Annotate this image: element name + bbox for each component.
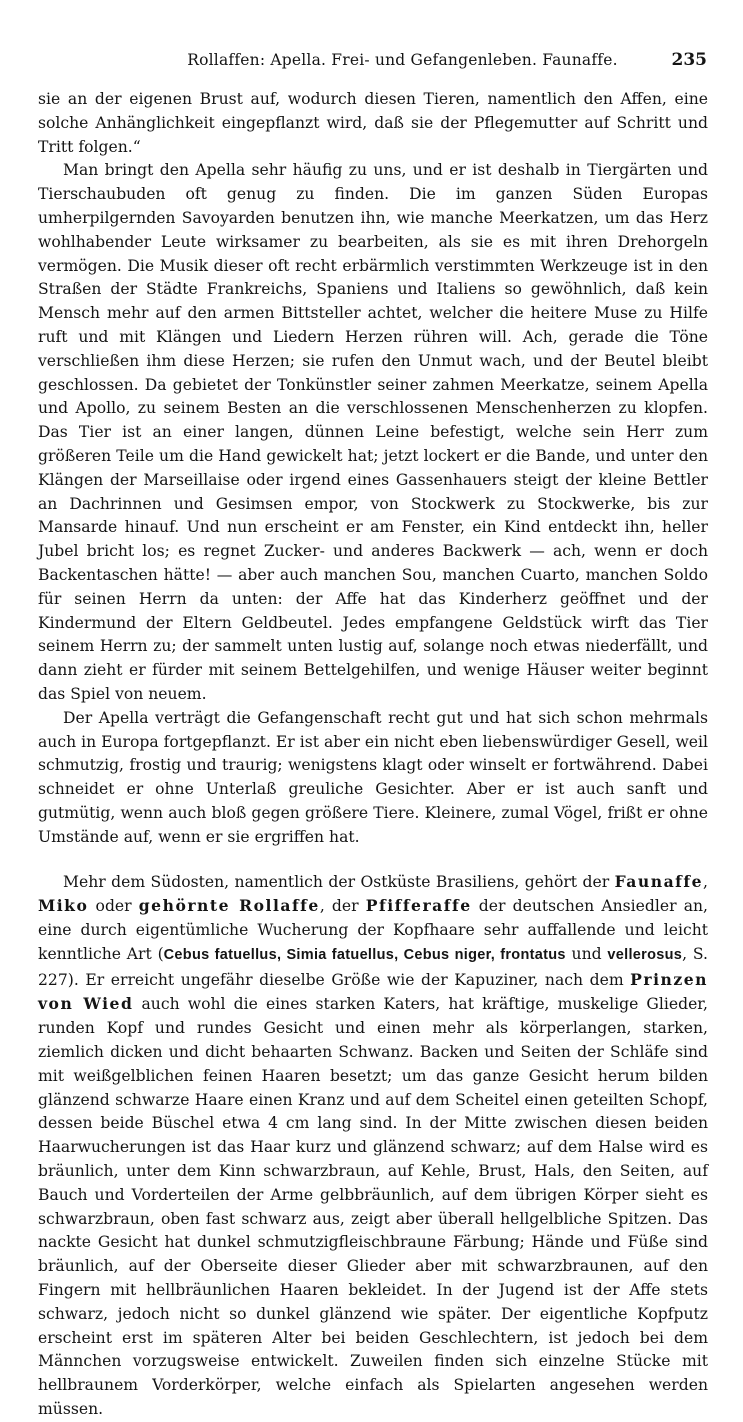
- species-name-faunaffe: Faunaffe: [614, 871, 704, 891]
- text-run: auch wohl die eines starken Katers, hat kräftige, muskelige Glieder, runden Kopf und rundes Gesicht und einen mehr als körperlangen, starken, ziemlich dicken und dicht behaarten Schwanz. Backen und Seiten der Schläfe sind mit weißgelblichen feinen Haaren besetzt; um das ganze Gesicht herum bilden glänzend schwarze Haare einen Kranz und auf dem Scheitel einen geteilten Schopf, dessen beide Büschel etwa 4 cm lang sind. In der Mitte zwischen diesen beiden Haarwucherungen ist das Haar kurz und glänzend schwarz; auf dem Halse wird es bräunlich, unter dem Kinn schwarzbraun, auf Kehle, Brust, Hals, den Seiten, auf Bauch und Vorderteilen der Arme gelbbräunlich, auf dem übrigen Körper sieht es schwarzbraun, oben fast schwarz aus, zeigt aber überall hellgelbliche Spitzen. Das nackte Gesicht hat dunkel schmutzigfleischbraune Färbung; Hände und Füße sind bräunlich, auf der Oberseite dieser Glieder aber mit schwarzbraunen, auf den Fingern mit hellbräunlichen Haaren bekleidet. In der Jugend ist der Affe stets schwarz, jedoch nicht so dunkel glänzend wie später. Der eigentliche Kopfputz erscheint erst im späteren Alter bei beiden Geschlechtern, ist jedoch bei dem Männchen vorzugsweise entwickelt. Zuweilen finden sich einzelne Stücke mit hellbraunem Vorderkörper, welche einfach als Spielarten angesehen werden müssen.: [38, 995, 709, 1419]
- latin-names: Cebus fatuellus, Simia fatuellus, Cebus niger, frontatus: [163, 946, 566, 963]
- body-text: [38, 88, 708, 1422]
- paragraph-captivity: Der Apella verträgt die Gefangenschaft recht gut und hat sich schon mehrmals auch in Europa fortgepflanzt. Er ist aber ein nicht eben liebenswürdiger Gesell, weil schmutzig, frostig und traurig; wenigstens klagt oder winselt er fortwährend. Dabei schneidet er ohne Unterlaß greuliche Gesichter. Aber er ist auch sanft und gutmütig, wenn auch bloß gegen größere Tiere. Kleinere, zumal Vögel, frißt er ohne Umstände auf, wenn er sie ergriffen hat.: [38, 708, 708, 846]
- running-title: Rollaffen: Apella. Frei- und Gefangenleben. Faunaffe.: [187, 51, 618, 69]
- paragraph-continuation: sie an der eigenen Brust auf, wodurch diesen Tieren, namentlich den Affen, eine solche Anhänglichkeit eingepflanzt wird, daß sie der Pflegemutter auf Schritt und Tritt folgen.“: [38, 90, 708, 156]
- running-header: [38, 50, 707, 70]
- species-name-pfifferaffe: Pfifferaffe: [365, 896, 472, 916]
- paragraph-faunaffe: [38, 870, 708, 1422]
- text-run: der deutschen Ansiedler an, eine durch eigentümliche Wucherung der Kopfhaare sehr auffallende und leicht kenntliche Art (: [38, 897, 708, 963]
- paragraph-street-musicians: Man bringt den Apella sehr häufig zu uns, und er ist deshalb in Tiergärten und Tierschaubuden oft genug zu finden. Die im ganzen Süden Europas umherpilgernden Savoyarden benutzen ihn, wie manche Meerkatzen, um das Herz wohlhabender Leute wirksamer zu bearbeiten, als sie es mit ihren Drehorgeln vermögen. Die Musik dieser oft recht erbärmlich verstimmten Werkzeuge ist in den Straßen der Städte Frankreichs, Spaniens und Italiens so gewöhnlich, daß kein Mensch mehr auf den armen Bittsteller achtet, welcher die heitere Muse zu Hilfe ruft und mit Klängen und Liedern Herzen rühren will. Ach, gerade die Töne verschließen ihm diese Herzen; sie rufen den Unmut wach, und der Beutel bleibt geschlossen. Da gebietet der Tonkünstler seiner zahmen Meerkatze, seinem Apella und Apollo, zu seinem Besten an die verschlossenen Menschenherzen zu klopfen. Das Tier ist an einer langen, dünnen Leine befestigt, welche sein Herr zum größeren Teile um die Hand gewickelt hat; jetzt lockert er die Bande, und unter den Klängen der Marseillaise oder irgend eines Gassenhauers steigt der kleine Bettler an Dachrinnen und Gesimsen empor, von Stockwerk zu Stockwerke, bis zur Mansarde hinauf. Und nun erscheint er am Fenster, ein Kind entdeckt ihn, heller Jubel bricht los; es regnet Zucker- und anderes Backwerk — ach, wenn er doch Backentaschen hätte! — aber auch manchen Sou, manchen Cuarto, manchen Soldo für seinen Herrn da unten: der Affe hat das Kinderherz geöffnet und der Kindermund der Eltern Geldbeutel. Jedes empfangene Geldstück wirft das Tier seinem Herrn zu; der sammelt unten lustig auf, solange noch etwas niederfällt, und dann zieht er fürder mit seinem Bettelgehilfen, und wenige Häuser weiter beginnt das Spiel von neuem.: [38, 161, 708, 703]
- text-run: ,: [703, 872, 708, 891]
- latin-name-vellerosus: vellerosus: [607, 946, 683, 963]
- text-run: oder: [88, 897, 139, 916]
- species-name-gehoernte-rollaffe: gehörnte Rollaffe: [138, 896, 320, 916]
- text-run: Mehr dem Südosten, namentlich der Ostküste Brasiliens, gehört der: [63, 872, 615, 891]
- page-number: 235: [671, 50, 707, 70]
- text-run: und: [565, 944, 608, 963]
- species-name-miko: Miko: [38, 896, 89, 916]
- person-name-prinz-von-wied: Prinzen von Wied: [38, 969, 708, 1014]
- text-run: , der: [319, 897, 366, 916]
- text-run: , S. 227). Er erreicht ungefähr dieselbe Größe wie der Kapuziner, nach dem: [38, 944, 709, 989]
